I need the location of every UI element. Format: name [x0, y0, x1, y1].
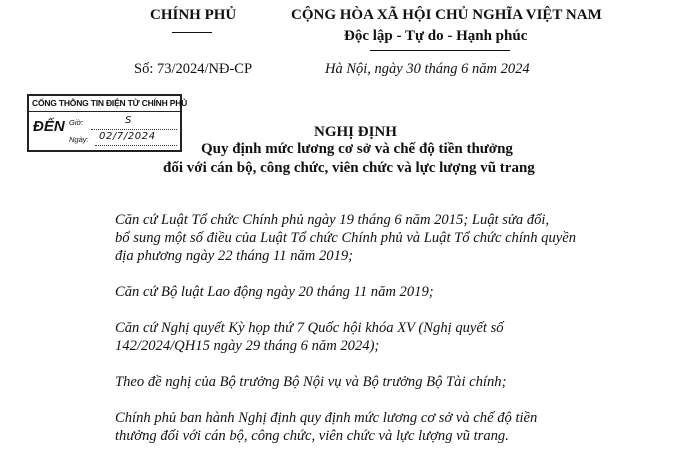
stamp-divider — [29, 111, 180, 112]
preamble-paragraph — [115, 409, 635, 445]
national-title: CỘNG HÒA XÃ HỘI CHỦ NGHĨA VIỆT NAM — [291, 7, 602, 23]
preamble-paragraph — [115, 211, 635, 265]
paragraph-line: Theo đề nghị của Bộ trưởng Bộ Nội vụ và Bộ trưởng Bộ Tài chính; — [115, 374, 507, 390]
preamble-paragraph — [115, 373, 635, 391]
paragraph-line: Căn cứ Luật Tổ chức Chính phủ ngày 19 tháng 6 năm 2015; Luật sửa đổi, — [115, 212, 550, 228]
document-title-line-1: Quy định mức lương cơ sở và chế độ tiền thưởng — [201, 141, 513, 157]
national-motto: Độc lập - Tự do - Hạnh phúc — [344, 28, 528, 44]
preamble-paragraph — [115, 319, 635, 355]
paragraph-line: Căn cứ Bộ luật Lao động ngày 20 tháng 11 năm 2019; — [115, 284, 434, 300]
paragraph-line: bổ sung một số điều của Luật Tổ chức Chính phủ và Luật Tổ chức chính quyền — [115, 230, 576, 246]
paragraph-line: 142/2024/QH15 ngày 29 tháng 6 năm 2024); — [115, 338, 380, 354]
document-title-line-2: đối với cán bộ, công chức, viên chức và lực lượng vũ trang — [163, 160, 535, 176]
stamp-time-dotted-line — [91, 129, 177, 130]
paragraph-line: thưởng đối với cán bộ, công chức, viên chức và lực lượng vũ trang. — [115, 428, 509, 444]
received-stamp — [27, 94, 188, 152]
document-number: Số: 73/2024/NĐ-CP — [134, 61, 253, 77]
agency-underline — [172, 32, 212, 33]
motto-underline — [370, 50, 510, 51]
stamp-den-label: ĐẾN — [33, 118, 65, 135]
stamp-date-label: Ngày: — [69, 135, 89, 144]
document-type: NGHỊ ĐỊNH — [314, 124, 397, 140]
preamble-paragraph — [115, 283, 635, 301]
paragraph-line: Căn cứ Nghị quyết Kỳ họp thứ 7 Quốc hội khóa XV (Nghị quyết số — [115, 320, 504, 336]
paragraph-line: địa phương ngày 22 tháng 11 năm 2019; — [115, 248, 354, 264]
place-and-date: Hà Nội, ngày 30 tháng 6 năm 2024 — [325, 61, 530, 77]
paragraph-line: Chính phủ ban hành Nghị định quy định mức lương cơ sở và chế độ tiền — [115, 410, 538, 426]
stamp-date-dotted-line — [95, 145, 177, 146]
stamp-time-value: S — [125, 115, 132, 126]
issuing-agency: CHÍNH PHỦ — [150, 7, 237, 23]
stamp-time-label: Giờ: — [69, 118, 84, 127]
stamp-date-value: 02/7/2024 — [99, 131, 156, 142]
stamp-header: CỔNG THÔNG TIN ĐIỆN TỬ CHÍNH PHỦ — [32, 98, 188, 108]
